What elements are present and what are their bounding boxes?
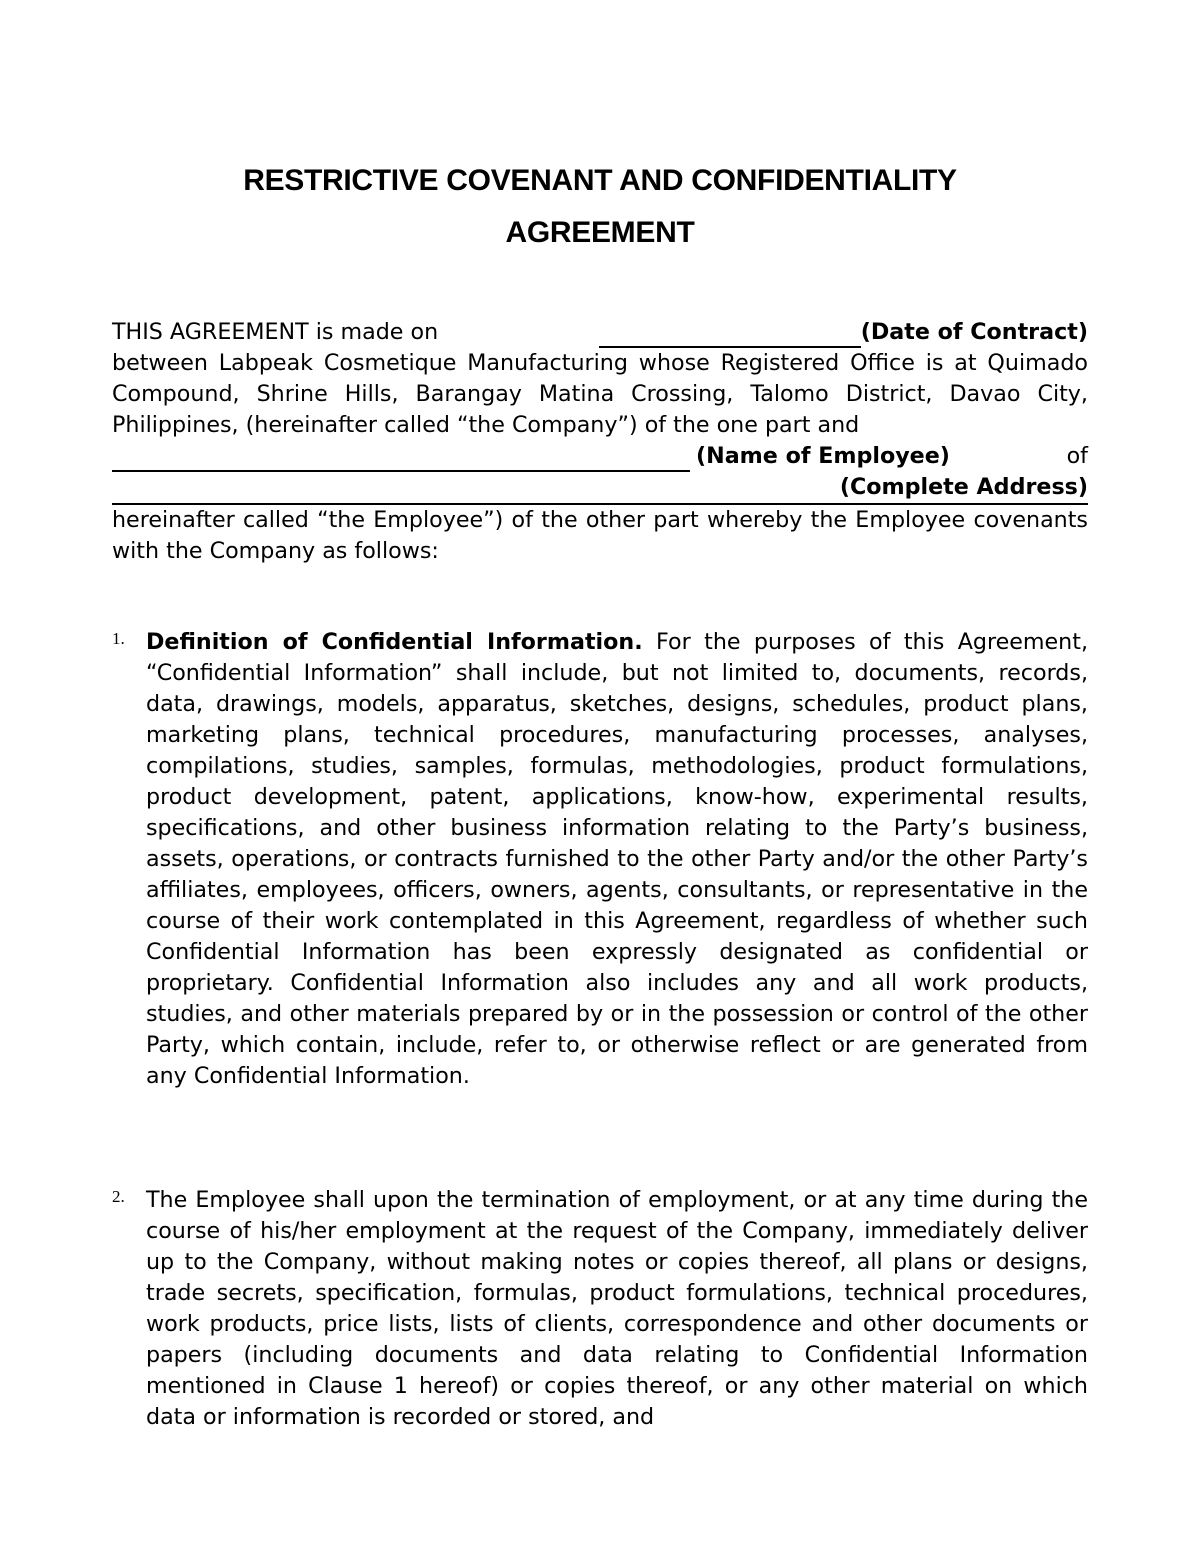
date-blank	[599, 324, 861, 348]
intro-date-line	[112, 317, 1088, 348]
intro-company-text: between Labpeak Cosmetique Manufacturing whose Registered Office is at Quimado Compound, Shrine Hills, Barangay Matina Crossing, Talomo District, Davao City, Philippines, (hereinafter called “the Company”) of the one part and	[112, 350, 1088, 438]
intro-address-line	[112, 472, 1088, 505]
clause-text: The Employee shall upon the termination of employment, or at any time during the course of his/her employment at the request of the Company, immediately deliver up to the Company, without making notes or copies thereof, all plans or designs, trade secrets, specification, formulas, product formulations, technical procedures, work products, price lists, lists of clients, correspondence and other documents or papers (including documents and data relating to Confidential Information mentioned in Clause 1 hereof) or copies thereof, or any other material on which data or information is recorded or stored, and	[146, 1187, 1088, 1430]
clause-number: 2.	[112, 1187, 125, 1206]
employee-name-blank	[112, 448, 690, 472]
document-title-line-1: RESTRICTIVE COVENANT AND CONFIDENTIALITY	[243, 164, 957, 197]
intro-paragraph	[112, 317, 1088, 567]
intro-employee-text: hereinafter called “the Employee”) of the other part whereby the Employee covenants with the Company as follows:	[112, 507, 1088, 564]
clause-body	[146, 627, 1088, 1092]
address-label: (Complete Address)	[839, 474, 1088, 500]
clause-2	[112, 1185, 1088, 1433]
intro-name-line	[112, 441, 1088, 472]
clause-1	[112, 627, 1088, 1092]
name-suffix: of	[1066, 443, 1088, 469]
date-label: (Date of Contract)	[860, 319, 1088, 345]
document-title-line-2: AGREEMENT	[505, 216, 695, 249]
name-label: (Name of Employee)	[696, 443, 950, 469]
clause-body	[146, 1185, 1088, 1433]
address-blank	[112, 481, 740, 503]
intro-made-on: THIS AGREEMENT is made on	[112, 319, 439, 345]
clause-text: For the purposes of this Agreement, “Confidential Information” shall include, but not limited to, documents, records, data, drawings, models, apparatus, sketches, designs, schedules, product plans, marketing plans, technical procedures, manufacturing processes, analyses, compilations, studies, samples, formulas, methodologies, product formulations, product development, patent, applications, know-how, experimental results, specifications, and other business information relating to the Party’s business, assets, operations, or contracts furnished to the other Party and/or the other Party’s affiliates, employees, officers, owners, agents, consultants, or representative in the course of their work contemplated in this Agreement, regardless of whether such Confidential Information has been expressly designated as confidential or proprietary. Confidential Information also includes any and all work products, studies, and other materials prepared by or in the possession or control of the other Party, which contain, include, refer to, or otherwise reflect or are generated from any Confidential Information.	[146, 629, 1088, 1089]
clause-heading: Definition of Confidential Information.	[146, 629, 643, 655]
clause-number: 1.	[112, 629, 125, 648]
